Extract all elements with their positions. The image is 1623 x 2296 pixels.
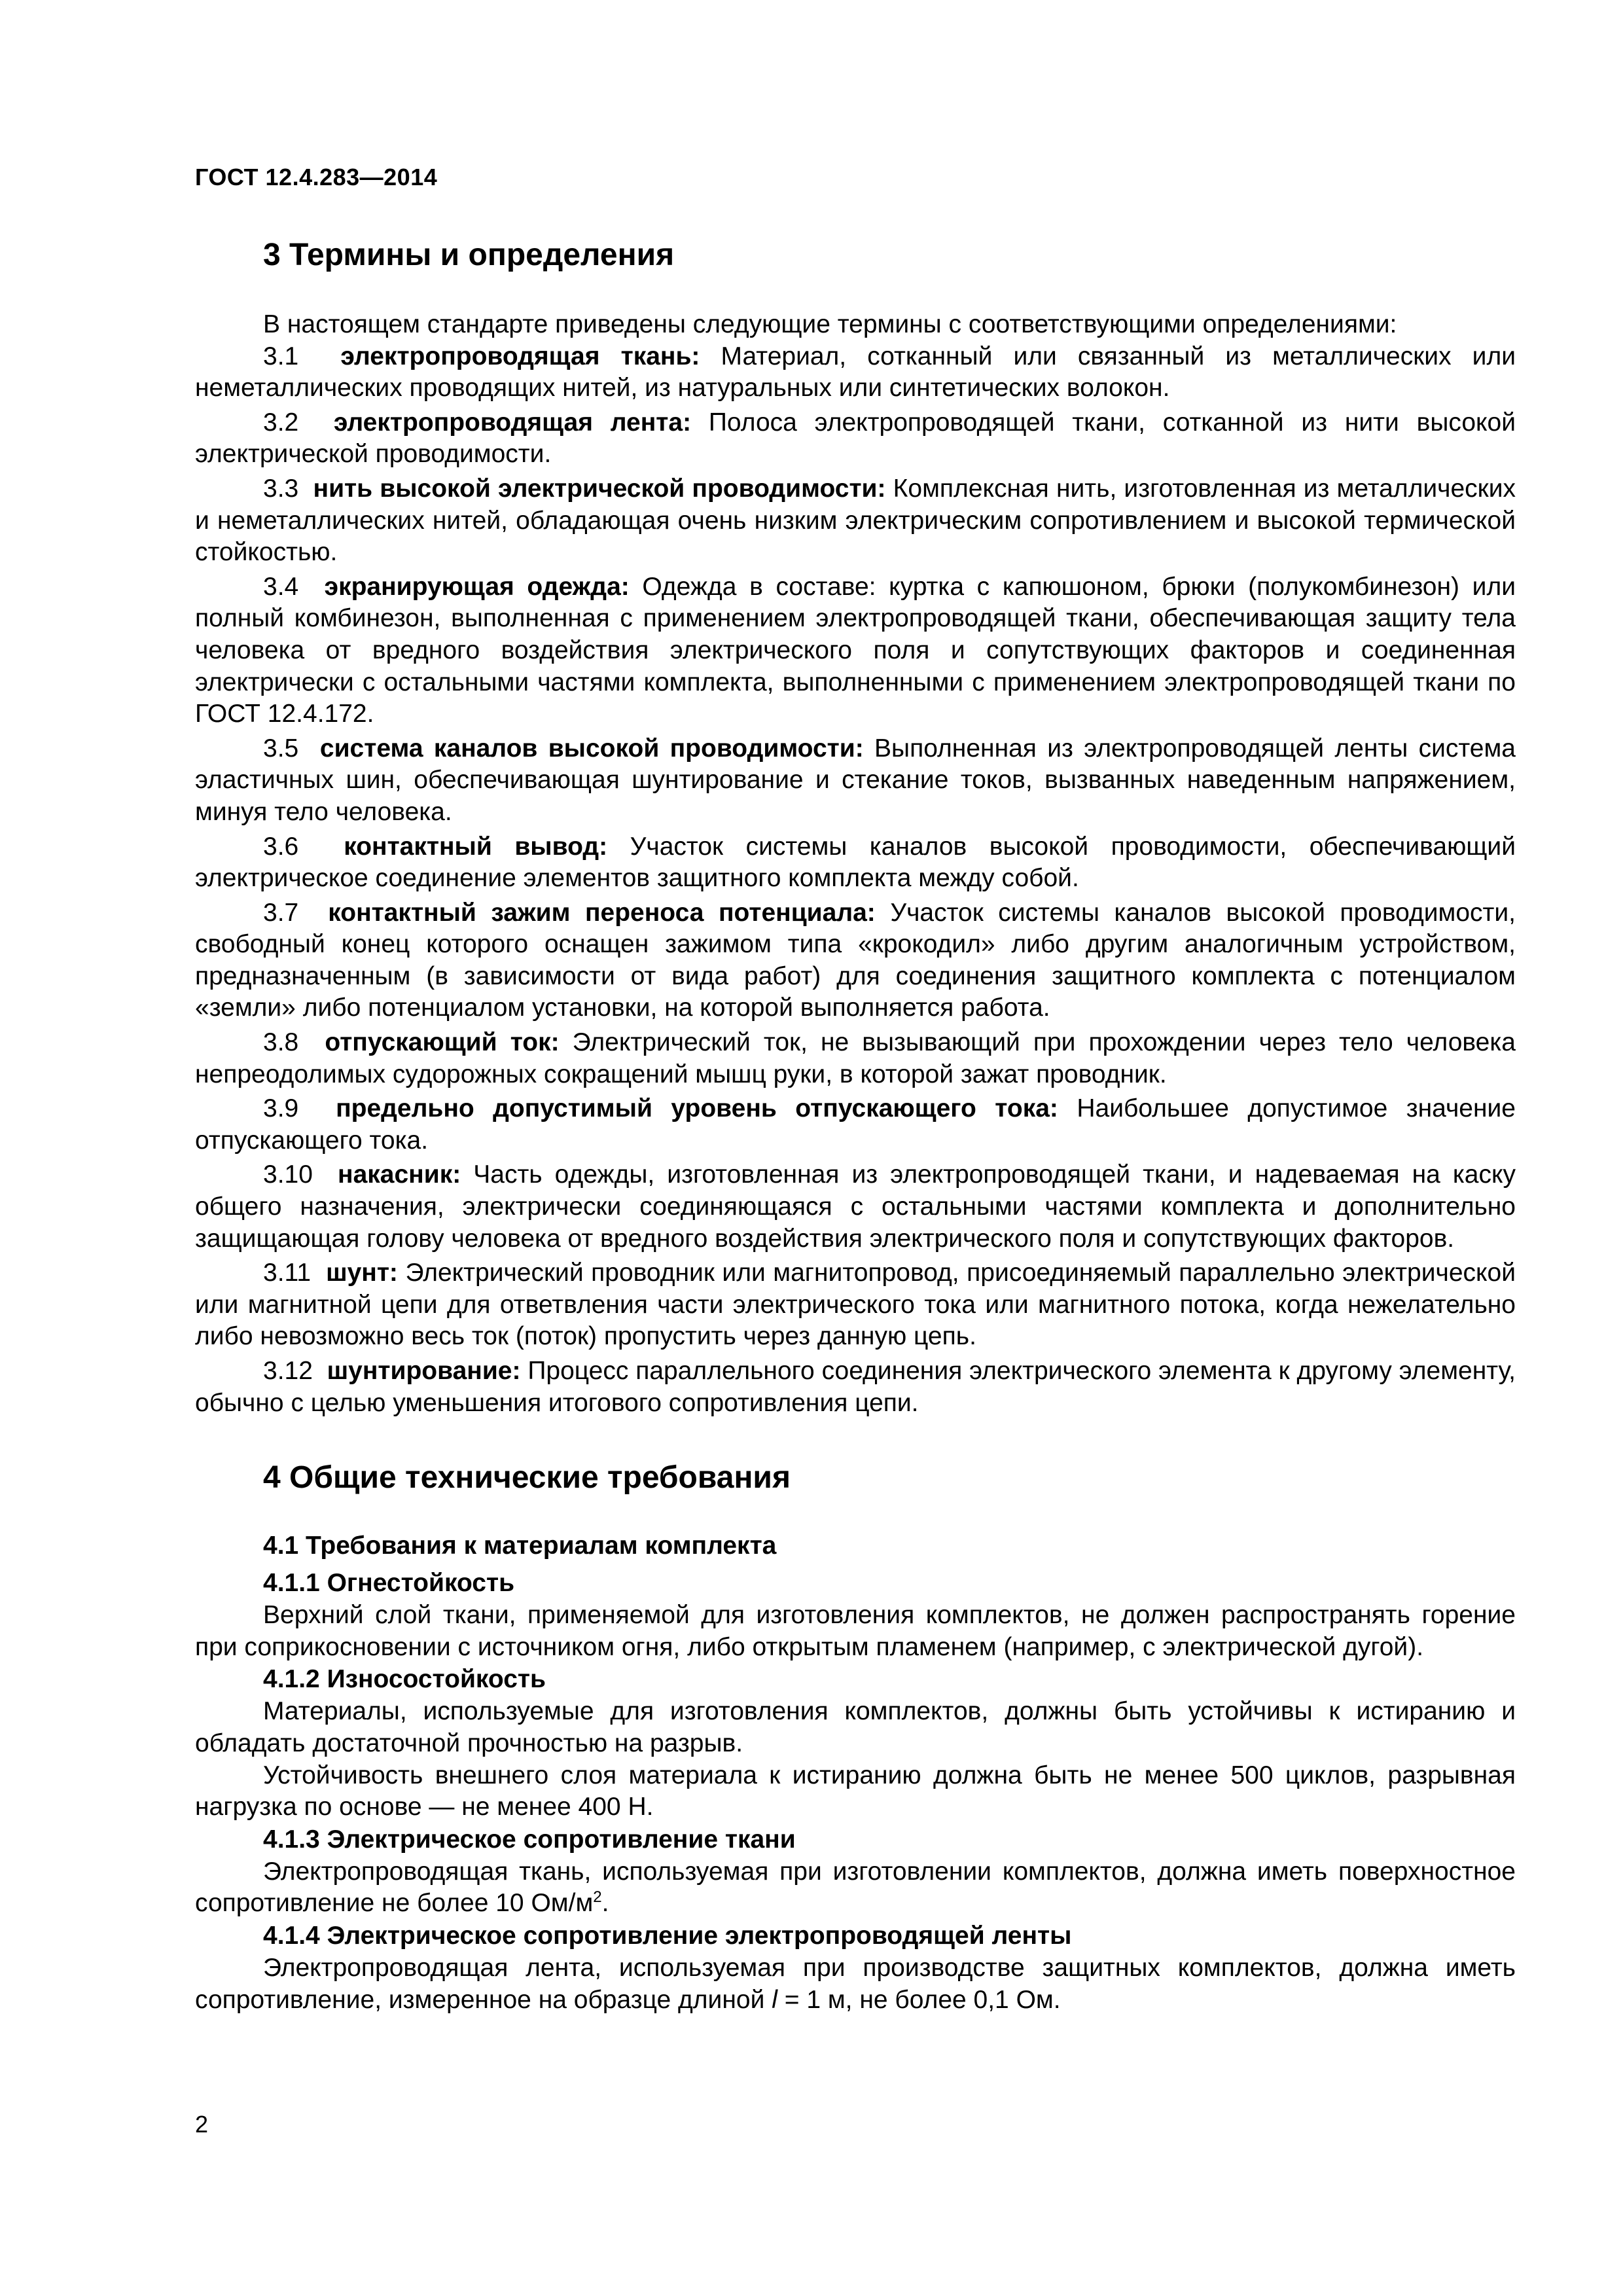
term-definition	[195, 831, 1516, 895]
subsection-4-1-1-title: 4.1.1 Огнестойкость	[263, 1569, 515, 1598]
term-text: Одежда в составе: куртка с капюшоном, брюки (полукомбинезон) или полный комбинезон, выполненная с применением электропроводящей ткани, обеспечивающая защиту тела человека от вредного воздействия электрического поля и сопутствующих факторов и соединенная электрически с остальными частями комплекта, выполненными с применением электропроводящей ткани по ГОСТ 12.4.172.	[195, 572, 1516, 728]
term-number: 3.1	[263, 342, 299, 370]
term-number: 3.9	[263, 1094, 299, 1123]
term-text: Полоса электропроводящей ткани, сотканной из нити высокой электрической проводимости.	[195, 408, 1516, 469]
section-3-title: 3 Термины и определения	[263, 238, 675, 272]
term-number: 3.11	[263, 1259, 312, 1287]
term-name: отпускающий ток:	[325, 1028, 560, 1057]
term-number: 3.5	[263, 734, 299, 762]
term-text: Часть одежды, изготовленная из электропроводящей ткани, и надеваемая на каску общего назначения, электрически соединяющаяся с остальными частями комплекта и дополнительно защищающая голову человека от вредного воздействия электрического поля и сопутствующих факторов.	[195, 1160, 1516, 1253]
term-text: Материал, сотканный или связанный из металлических или неметаллических проводящих нитей, из натуральных или синтетических волокон.	[195, 342, 1516, 403]
term-definition	[195, 733, 1516, 829]
page-content	[195, 236, 1516, 2016]
term-name: электропроводящая ткань:	[340, 342, 700, 370]
term-number: 3.3	[263, 474, 299, 503]
term-number: 3.8	[263, 1028, 299, 1057]
term-text: Электрический ток, не вызывающий при прохождении через тело человека непреодолимых судорожных сокращений мышц руки, в которой зажат проводник.	[195, 1028, 1516, 1088]
term-number: 3.7	[263, 898, 299, 927]
term-number: 3.4	[263, 572, 299, 601]
term-name: шунтирование:	[327, 1357, 521, 1385]
term-number: 3.12	[263, 1357, 313, 1385]
paragraph-4-1-3-end: .	[601, 1889, 609, 1918]
term-name: шунт:	[326, 1259, 398, 1287]
term-text: Выполненная из электропроводящей ленты система эластичных шин, обеспечивающая шунтирование и стекание токов, вызванных наведенным напряжением, минуя тело человека.	[195, 734, 1516, 826]
term-definition	[195, 1159, 1516, 1255]
term-definition	[195, 1093, 1516, 1157]
term-name: система каналов высокой проводимости:	[319, 734, 864, 762]
subsection-4-1-4-title: 4.1.4 Электрическое сопротивление электропроводящей ленты	[263, 1921, 1072, 1950]
length-variable: l	[772, 1985, 777, 2014]
term-name: предельно допустимый уровень отпускающего тока:	[336, 1094, 1058, 1123]
term-text: Участок системы каналов высокой проводимости, свободный конец которого оснащен зажимом типа «крокодил» либо другим аналогичным устройством, предназначенным (в зависимости от вида работ) для соединения защитного комплекта с потенциалом «земли» либо потенциалом установки, на которой выполняется работа.	[195, 898, 1516, 1022]
term-number: 3.2	[263, 408, 299, 437]
term-name: экранирующая одежда:	[324, 572, 630, 601]
term-definition	[195, 407, 1516, 471]
term-definition	[195, 571, 1516, 730]
section-4-title: 4 Общие технические требования	[263, 1460, 791, 1496]
document-header: ГОСТ 12.4.283—2014	[195, 164, 438, 190]
term-text: Участок системы каналов высокой проводимости, обеспечивающий электрическое соединение элементов защитного комплекта между собой.	[195, 832, 1516, 893]
term-definition	[195, 1355, 1516, 1419]
term-name: накасник:	[338, 1160, 461, 1189]
term-name: нить высокой электрической проводимости:	[313, 474, 886, 503]
term-definition	[195, 473, 1516, 569]
subsection-4-1-title: 4.1 Требования к материалам комплекта	[263, 1532, 777, 1560]
term-name: контактный зажим переноса потенциала:	[328, 898, 876, 927]
paragraph-4-1-2-b: Устойчивость внешнего слоя материала к истиранию должна быть не менее 500 циклов, разрывная нагрузка по основе — не менее 400 Н.	[195, 1761, 1516, 1821]
term-text: Комплексная нить, изготовленная из металлических и неметаллических нитей, обладающая очень низким электрическим сопротивлением и высокой термической стойкостью.	[195, 474, 1516, 567]
paragraph-4-1-2-a: Материалы, используемые для изготовления комплектов, должны быть устойчивы к истиранию и обладать достаточной прочностью на разрыв.	[195, 1697, 1516, 1757]
term-text: Электрический проводник или магнитопровод, присоединяемый параллельно электрической или магнитной цепи для ответвления части электрического тока или магнитного потока, когда нежелательно либо невозможно весь ток (поток) пропустить через данную цепь.	[195, 1259, 1516, 1351]
paragraph-4-1-4-text-b: = 1 м, не более 0,1 Ом.	[777, 1985, 1061, 2014]
paragraph-4-1-1: Верхний слой ткани, применяемой для изготовления комплектов, не должен распространять горение при соприкосновении с источником огня, либо открытым пламенем (например, с электрической дугой).	[195, 1601, 1516, 1661]
term-definition	[195, 897, 1516, 1024]
subsection-4-1-2-title: 4.1.2 Износостойкость	[263, 1665, 546, 1694]
section-3-intro: В настоящем стандарте приведены следующие термины с соответствующими определениями:	[263, 310, 1397, 338]
page-number: 2	[195, 2111, 209, 2138]
term-number: 3.10	[263, 1160, 313, 1189]
paragraph-4-1-3	[195, 1856, 1516, 1920]
paragraph-4-1-4	[195, 1952, 1516, 2016]
term-text: Процесс параллельного соединения электрического элемента к другому элементу, обычно с целью уменьшения итогового сопротивления цепи.	[195, 1357, 1516, 1417]
terms-list	[195, 341, 1516, 1420]
term-text: Наибольшее допустимое значение отпускающего тока.	[195, 1094, 1516, 1155]
paragraph-4-1-4-text-a: Электропроводящая лента, используемая при производстве защитных комплектов, должна иметь сопротивление, измеренное на образце длиной	[195, 1953, 1516, 2014]
paragraph-4-1-3-text: Электропроводящая ткань, используемая при изготовлении комплектов, должна иметь поверхностное сопротивление не более 10 Ом/м	[195, 1857, 1516, 1918]
superscript-2: 2	[593, 1888, 602, 1907]
term-name: электропроводящая лента:	[333, 408, 692, 437]
term-definition	[195, 341, 1516, 404]
term-definition	[195, 1257, 1516, 1353]
term-number: 3.6	[263, 832, 299, 861]
subsection-4-1-3-title: 4.1.3 Электрическое сопротивление ткани	[263, 1825, 796, 1854]
term-definition	[195, 1027, 1516, 1090]
term-name: контактный вывод:	[344, 832, 608, 861]
